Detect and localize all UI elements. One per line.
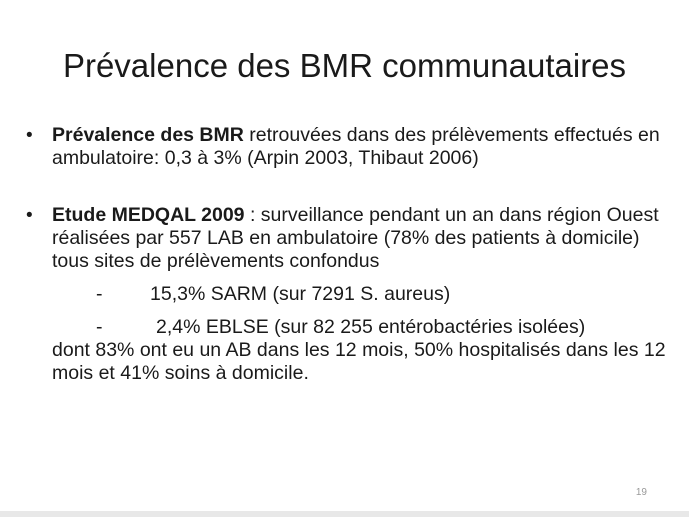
bullet-icon: • [26,125,33,146]
sub-item-sarm [26,283,666,306]
paragraph-gap [26,170,666,204]
sub-item-text: 2,4% EBLSE (sur 82 255 entérobactéries isolées) [156,316,586,338]
bullet-text: : surveillance pendant un an dans région Ouest réalisées par 557 LAB en ambulatoire (78% des patients à domicile) tous sites de prélèvements confondus [52,204,659,272]
bullet-icon: • [26,205,33,226]
bullet-bold-text: Etude MEDQAL 2009 [52,204,245,226]
page-number: 19 [635,487,647,498]
bullet-bold-text: Prévalence des BMR [52,124,244,146]
bullet-item-prevalence [26,124,666,170]
slide-body [26,124,666,385]
sub-item-text: 15,3% SARM (sur 7291 S. aureus) [150,283,451,305]
dash-icon: - [96,283,103,305]
continuation-text: dont 83% ont eu un AB dans les 12 mois, 50% hospitalisés dans les 12 mois et 41% soins à domicile. [52,339,666,384]
bottom-edge-divider [0,511,689,517]
bullet-item-medqal [26,204,666,273]
bullet-text: retrouvées dans des prélèvements effectués en ambulatoire: 0,3 à 3% (Arpin 2003, Thibaut 2006) [52,124,660,169]
slide-title: Prévalence des BMR communautaires [62,47,627,84]
dash-icon: - [96,316,103,338]
sub-item-eblse [26,316,666,339]
